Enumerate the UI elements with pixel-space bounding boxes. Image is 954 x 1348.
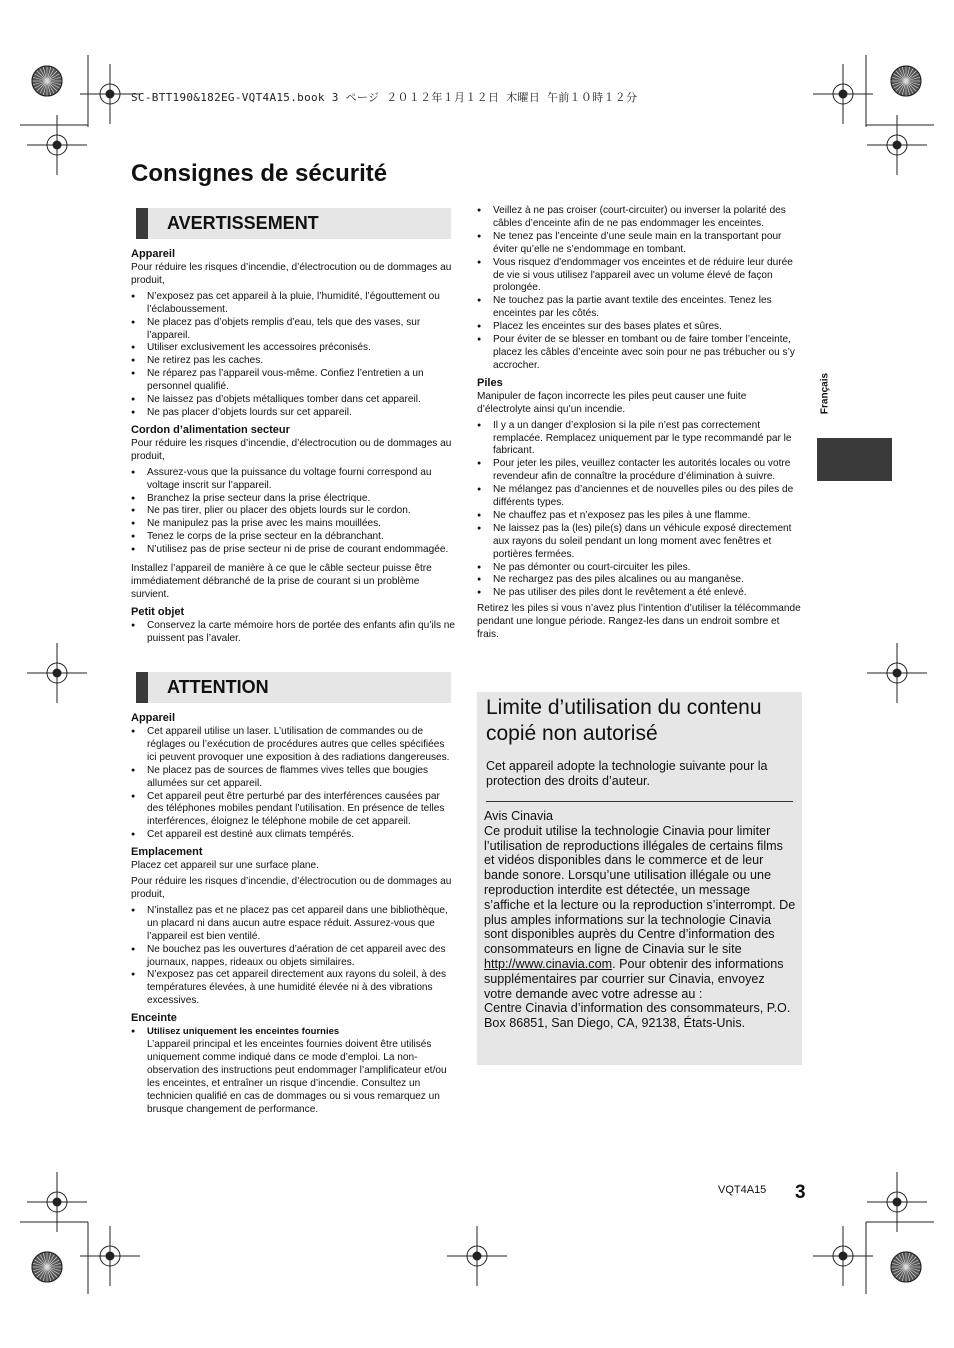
avis-title: Avis Cinavia <box>484 809 554 823</box>
list-item: ● Ne rechargez pas des piles alcalines ou au manganèse. <box>477 574 802 587</box>
side-language-label: Français <box>819 372 831 415</box>
enceinte-heading: Enceinte <box>131 1012 177 1025</box>
star-target-mark <box>891 66 921 96</box>
list-item: ● Conservez la carte mémoire hors de portée des enfants afin qu’ils ne puissent pas l’avaler. <box>131 620 456 646</box>
list-item: ● N’utilisez pas de prise secteur ni de prise de courant endommagée. <box>131 544 456 557</box>
list-item: ● N’installez pas et ne placez pas cet appareil dans une bibliothèque, un placard ni dans aucun autre espace réduit. Assurez-vous que l’appareil est bien ventilé. <box>131 905 456 944</box>
list-item: ● Ne tenez pas l’enceinte d’une seule main en la transportant pour éviter qu’elle ne s’endommage en tombant. <box>477 231 802 257</box>
enceinte-bold-list <box>131 1026 456 1116</box>
avis-text-part1: Ce produit utilise la technologie Cinavia pour limiter l’utilisation de reproductions illégales de certains films et vidéos disponibles dans le commerce et de leur bande sonore. Lorsqu’une utilisation illégale ou une reproduction interdite est détectée, un message s’affiche et la lecture ou la reproduction s’interrompt. De plus amples informations sur la technologie Cinavia sont disponibles auprès du Centre d’information des consommateurs en ligne de Cinavia sur le site <box>484 823 796 957</box>
list-item: ● Utiliser exclusivement les accessoires préconisés. <box>131 342 456 355</box>
avertissement-banner <box>136 208 451 239</box>
appareil-heading: Appareil <box>131 248 176 260</box>
list-item: ● Veillez à ne pas croiser (court-circuiter) ou inverser la polarité des câbles d’enceinte afin de ne pas endommager les enceintes. <box>477 205 802 231</box>
document-code: VQT4A15 <box>718 1184 767 1196</box>
list-item: ● Cet appareil peut être perturbé par des interférences causées par des téléphones mobiles pendant l’utilisation. En présence de telles interférences, éloignez le téléphone mobile de cet appareil. <box>131 791 456 830</box>
enceinte-bold-title: Utilisez uniquement les enceintes fournies <box>147 1026 340 1038</box>
list-item: ● Placez les enceintes sur des bases plates et sûres. <box>477 321 802 334</box>
attention-banner <box>136 672 451 703</box>
piles-outro: Retirez les piles si vous n’avez plus l’intention d’utiliser la télécommande pendant une longue période. Rangez-les dans un endroit sombre et frais. <box>477 603 801 641</box>
attention-appareil-list <box>131 726 456 842</box>
side-language-tab <box>815 368 835 424</box>
crosshair-mark <box>27 643 87 703</box>
list-item: ● Ne pas tirer, plier ou placer des objets lourds sur le cordon. <box>131 505 456 518</box>
emplacement-intro-2: Pour réduire les risques d’incendie, d’électrocution ou de dommages au produit, <box>131 876 452 900</box>
crosshair-mark <box>867 1172 927 1232</box>
limite-box-intro: Cet appareil adopte la technologie suivante pour la protection des droits d’auteur. <box>486 759 768 788</box>
cordon-outro: Installez l’appareil de manière à ce que le câble secteur puisse être immédiatement débranché de la prise de courant si un problème survient. <box>131 563 432 600</box>
list-item: ● Ne pas démonter ou court-circuiter les piles. <box>477 562 802 575</box>
cordon-list <box>131 467 456 557</box>
list-item: ● N’exposez pas cet appareil directement aux rayons du soleil, à des températures élevées, à une humidité élevée ni à des vibrations excessives. <box>131 969 456 1008</box>
list-item: ● Pour jeter les piles, veuillez contacter les autorités locales ou votre revendeur afin de connaître la procédure d’élimination à suivre. <box>477 458 802 484</box>
list-item: ● Cet appareil utilise un laser. L’utilisation de commandes ou de réglages ou l’exécution de procédures autres que celles spécifiées ici peuvent provoquer une exposition à des radiations dangereuses. <box>131 726 456 765</box>
avis-address: Centre Cinavia d’information des consommateurs, P.O. Box 86851, San Diego, CA, 92138, États-Unis. <box>484 1001 791 1031</box>
emplacement-intro-1: Placez cet appareil sur une surface plane. <box>131 860 319 872</box>
list-item: ● Ne chauffez pas et n’exposez pas les piles à une flamme. <box>477 510 802 523</box>
side-dark-block <box>817 438 892 481</box>
list-item: ● Vous risquez d'endommager vos enceintes et de réduire leur durée de vie si vous utilisez l'appareil avec un volume élevé de façon prolongée. <box>477 257 802 296</box>
limite-box <box>477 692 802 1065</box>
crosshair-mark <box>813 1226 873 1286</box>
list-item: ● Ne placez pas de sources de flammes vives telles que bougies allumées sur cet appareil. <box>131 765 456 791</box>
cordon-heading: Cordon d’alimentation secteur <box>131 423 290 436</box>
piles-list <box>477 420 802 601</box>
list-item: ● Cet appareil est destiné aux climats tempérés. <box>131 829 456 842</box>
enceinte-bold-text: L’appareil principal et les enceintes fournies doivent être utilisés uniquement comme indiqué dans ce mode d’emploi. La non-observation des instructions peut endommager l’amplificateur et/ou les enceintes, et entraîner un risque d’incendie. Consultez un technicien qualifié en cas de dommages ou si vous remarquez un brusque changement de performance. <box>147 1039 447 1115</box>
right-column <box>477 205 802 645</box>
crosshair-mark <box>813 64 873 124</box>
star-target-mark <box>32 66 62 96</box>
crosshair-mark <box>867 115 927 175</box>
list-item: ● Assurez-vous que la puissance du voltage fourni correspond au voltage inscrit sur l’appareil. <box>131 467 456 493</box>
attention-appareil-heading: Appareil <box>131 712 176 724</box>
page-number: 3 <box>795 1182 806 1203</box>
emplacement-heading: Emplacement <box>131 846 203 859</box>
piles-heading: Piles <box>477 376 503 389</box>
crosshair-mark <box>27 115 87 175</box>
list-item: ● Ne retirez pas les caches. <box>131 355 456 368</box>
petit-objet-list <box>131 620 456 646</box>
list-item: ● Ne pas placer d’objets lourds sur cet appareil. <box>131 407 456 420</box>
list-item: ● Branchez la prise secteur dans la prise électrique. <box>131 493 456 506</box>
cinavia-link[interactable]: http://www.cinavia.com <box>484 956 613 971</box>
list-item: ● Ne touchez pas la partie avant textile des enceintes. Tenez les enceintes par les côtés. <box>477 295 802 321</box>
limite-box-body <box>484 809 796 1031</box>
banner-bar <box>136 208 148 239</box>
limite-box-title: Limite d’utilisation du contenu copié non autorisé <box>486 696 762 745</box>
list-item: ● Ne laissez pas d’objets métalliques tomber dans cet appareil. <box>131 394 456 407</box>
enceinte-list <box>477 205 802 373</box>
list-item: ● Ne placez pas d’objets remplis d’eau, tels que des vases, sur l’appareil. <box>131 317 456 343</box>
crosshair-mark <box>447 1226 507 1286</box>
list-item <box>131 1026 456 1116</box>
list-item: ● Tenez le corps de la prise secteur en la débranchant. <box>131 531 456 544</box>
piles-intro: Manipuler de façon incorrecte les piles peut causer une fuite d’électrolyte ainsi qu’un incendie. <box>477 390 747 415</box>
appareil-intro: Pour réduire les risques d’incendie, d’électrocution ou de dommages au produit, <box>131 262 452 286</box>
list-item: ● Il y a un danger d’explosion si la pile n’est pas correctement remplacée. Remplacez uniquement par le type recommandé par le fabricant. <box>477 420 802 459</box>
avertissement-heading: AVERTISSEMENT <box>167 213 319 233</box>
cordon-intro: Pour réduire les risques d’incendie, d’électrocution ou de dommages au produit, <box>131 437 452 462</box>
attention-heading: ATTENTION <box>167 677 269 697</box>
list-item: ● Ne réparez pas l’appareil vous-même. Confiez l’entretien a un personnel qualifié. <box>131 368 456 394</box>
appareil-list <box>131 291 456 420</box>
emplacement-list <box>131 905 456 1008</box>
petit-objet-heading: Petit objet <box>131 605 185 618</box>
limite-box-divider <box>486 801 793 802</box>
list-item: ● Ne mélangez pas d’anciennes et de nouvelles piles ou des piles de différents types. <box>477 484 802 510</box>
avis-text <box>484 824 796 1002</box>
star-target-mark <box>32 1252 62 1282</box>
star-target-mark <box>891 1252 921 1282</box>
crosshair-mark <box>867 643 927 703</box>
list-item: ● Ne pas utiliser des piles dont le revêtement a été enlevé. <box>477 587 802 600</box>
avis-text-part2: . Pour obtenir des informations supplémentaires par courrier sur Cinavia, envoyez votre demande avec votre adresse au : <box>484 956 784 1001</box>
avertissement-section <box>131 245 456 649</box>
attention-section <box>131 709 456 1119</box>
list-item: ● Ne bouchez pas les ouvertures d’aération de cet appareil avec des journaux, nappes, rideaux ou objets similaires. <box>131 944 456 970</box>
list-item: ● Ne manipulez pas la prise avec les mains mouillées. <box>131 518 456 531</box>
crosshair-mark <box>27 1172 87 1232</box>
list-item: ● Pour éviter de se blesser en tombant ou de faire tomber l’enceinte, placez les câbles d’enceinte avec soin pour ne pas trébucher ou s’y accrocher. <box>477 334 802 373</box>
crosshair-mark <box>80 1226 140 1286</box>
banner-bar <box>136 672 148 703</box>
book-header-line: SC-BTT190&182EG-VQT4A15.book 3 ページ ２０１２年１月１２日 木曜日 午前１０時１２分 <box>131 91 638 104</box>
list-item: ● Ne laissez pas la (les) pile(s) dans un véhicule exposé directement aux rayons du soleil pendant un long moment avec fenêtres et portières fermées. <box>477 523 802 562</box>
page-title: Consignes de sécurité <box>131 160 388 187</box>
list-item: ● N’exposez pas cet appareil à la pluie, l’humidité, l’égouttement ou l’éclaboussement. <box>131 291 456 317</box>
